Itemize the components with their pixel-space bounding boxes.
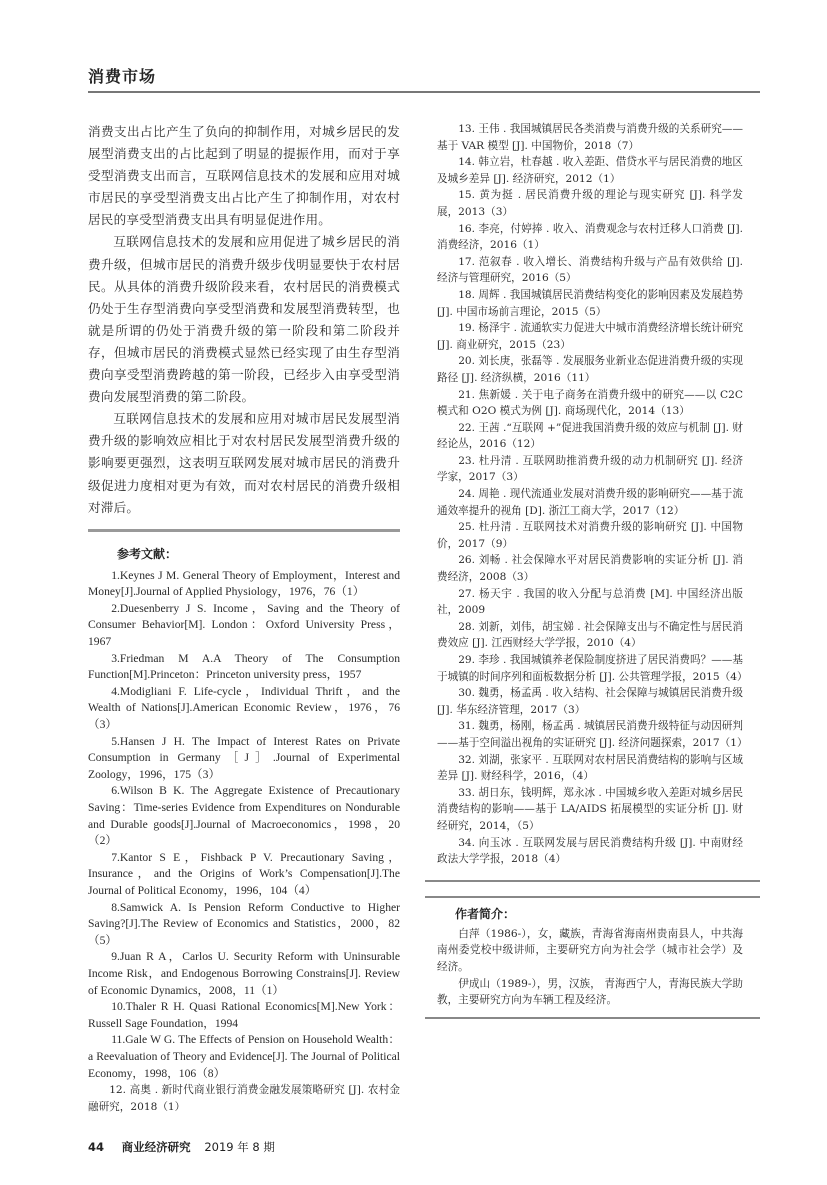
reference-item: 11.Gale W G. The Effects of Pension on Household Wealth：a Reevaluation of Theory and Evidence[J]. The Journal of Political Economy，1998，106（8） [88,1033,400,1080]
reference-item: 27. 杨天宇 . 我国的收入分配与总消费 [M]. 中国经济出版社，2009 [437,587,743,617]
author-bio [425,898,760,1017]
reference-item: 30. 魏勇，杨孟禹 . 收入结构、社会保障与城镇居民消费升级 [J]. 华东经济管理，2017（3） [437,687,743,716]
references-list-right [425,121,760,868]
reference-item: 10.Thaler R H. Quasi Rational Economics[M].New York：Russell Sage Foundation，1994 [88,1000,400,1030]
page-footer [88,1139,760,1155]
page-number: 44 [88,1140,105,1155]
reference-item: 6.Wilson B K. The Aggregate Existence of Precautionary Saving：Time-series Evidence from Expenditures on Nondurable and Durable goods[J].Journal of Macroeconomics，1998，20（2） [88,784,400,848]
author-entry: 伊成山（1989-），男，汉族， 青海西宁人，青海民族大学助教，主要研究方向为车辆工程及经济。 [437,977,743,1007]
author-entry: 白萍（1986-），女，藏族，青海省海南州贵南县人，中共海南州委党校中级讲师，主要研究方向为社会学（城市社会学）及经济。 [437,927,743,973]
author-heading: 作者简介： [455,906,516,921]
issue: 2019 年 8 期 [204,1140,275,1155]
body-paragraph: 互联网信息技术的发展和应用促进了城乡居民的消费升级，但城市居民的消费升级步伐明显要快于农村居民。从具体的消费升级阶段来看，农村居民的消费模式仍处于生存型消费向享受型消费和发展型消费转型，也就是所谓的仍处于消费升级的第一阶段和第二阶段并存，但城市居民的消费模式显然已经实现了由生存型消费向享受型消费跨越的第一阶段，已经步入由享受型消费向发展型消费的第二阶段。 [88,234,400,405]
reference-item: 28. 刘新，刘伟，胡宝娣 . 社会保障支出与不确定性与居民消费效应 [J]. 江西财经大学学报，2010（4） [437,620,743,650]
reference-item: 18. 周辉 . 我国城镇居民消费结构变化的影响因素及发展趋势 [J]. 中国市场前言理论，2015（5） [437,288,743,318]
section-divider [88,529,400,532]
references-list-left [88,568,400,1116]
reference-item: 22. 王茜 .“互联网 +”促进我国消费升级的效应与机制 [J]. 财经论丛，2016（12） [437,421,743,451]
divider [425,880,760,882]
columns [88,121,760,1115]
section-title: 消费市场 [88,67,157,86]
reference-item: 16. 李亮，付婷捧 . 收入、消费观念与农村迁移人口消费 [J]. 消费经济，2016（1） [437,222,743,252]
reference-item: 19. 杨泽宇 . 流通软实力促进大中城市消费经济增长统计研究 [J]. 商业研究，2015（23） [437,322,743,351]
references-heading: 参考文献： [117,546,178,561]
reference-item: 5.Hansen J H. The Impact of Interest Rates on Private Consumption in Germany［J］.Journal of Experimental Zoology，1996，175（3） [88,734,400,781]
reference-item: 3.Friedman M A.A Theory of The Consumption Function[M].Princeton：Princeton university press，1957 [88,651,400,682]
reference-item: 25. 杜丹清 . 互联网技术对消费升级的影响研究 [J]. 中国物价，2017（9） [437,521,743,550]
reference-item: 31. 魏勇，杨刚，杨孟禹 . 城镇居民消费升级特征与动因研判——基于空间溢出视角的实证研究 [J]. 经济问题探索，2017（1） [437,720,748,749]
reference-item: 9.Juan R A，Carlos U. Security Reform with Uninsurable Income Risk，and Endogenous Borrowing Constrains[J]. Review of Economic Dynamics，2008，11（1） [88,950,400,997]
reference-item: 7.Kantor S E，Fishback P V. Precautionary Saving，Insurance，and the Origins of Work’s Compensation[J].The Journal of Political Economy，1996，104（4） [88,850,400,897]
reference-item: 23. 杜丹清 . 互联网助推消费升级的动力机制研究 [J]. 经济学家，2017（3） [437,454,743,484]
header-rule [88,91,760,93]
reference-item: 20. 刘长庚，张磊等 . 发展服务业新业态促进消费升级的实现路径 [J]. 经济纵横，2016（11） [437,355,743,384]
body-paragraph: 消费支出占比产生了负向的抑制作用，对城乡居民的发展型消费支出的占比起到了明显的提振作用，而对于享受型消费支出而言，互联网信息技术的发展和应用对城市居民的享受型消费支出占比产生了抑制作用，对农村居民的享受型消费支出具有明显促进作用。 [88,124,400,228]
reference-item: 33. 胡日东，钱明辉，郑永冰 . 中国城乡收入差距对城乡居民消费结构的影响——基于 LA/AIDS 拓展模型的实证分析 [J]. 财经研究，2014，（5） [437,786,743,832]
reference-item: 26. 刘畅 . 社会保障水平对居民消费影响的实证分析 [J]. 消费经济，2008（3） [437,554,743,584]
reference-item: 2.Duesenberry J S. Income，Saving and the Theory of Consumer Behavior[M]. London：Oxford University Press，1967 [88,601,400,649]
reference-item: 15. 黄为挺 . 居民消费升级的理论与现实研究 [J]. 科学发展，2013（3） [437,189,743,218]
reference-item: 32. 刘湖，张家平 . 互联网对农村居民消费结构的影响与区域差异 [J]. 财经科学，2016，（4） [437,753,743,783]
reference-item: 12. 高奥 . 新时代商业银行消费金融发展策略研究 [J]. 农村金融研究，2018（1） [88,1084,400,1113]
reference-item: 24. 周艳 . 现代流通业发展对消费升级的影响研究——基于流通效率提升的视角 [D]. 浙江工商大学，2017（12） [437,488,743,517]
body-paragraph: 互联网信息技术的发展和应用对城市居民发展型消费升级的影响效应相比于对农村居民发展型消费升级的影响要更强烈，这表明互联网发展对城市居民的消费升级促进力度相对更为有效，而对农村居民的消费升级相对滞后。 [88,411,400,515]
reference-item: 29. 李珍 . 我国城镇养老保险制度挤进了居民消费吗？——基于城镇的时间序列和面板数据分析 [J]. 公共管理学报，2015（4） [437,654,748,683]
reference-item: 13. 王伟 . 我国城镇居民各类消费与消费升级的关系研究——基于 VAR 模型 [J]. 中国物价，2018（7） [437,123,743,152]
journal-name: 商业经济研究 [121,1140,191,1155]
divider [425,1017,760,1019]
reference-item: 4.Modigliani F. Life-cycle，Individual Thrift，and the Wealth of Nations[J].American Economic Review，1976，76（3） [88,684,400,732]
left-column [88,121,400,1115]
reference-item: 21. 焦新媛 . 关于电子商务在消费升级中的研究——以 C2C 模式和 O2O 模式为例 [J]. 商场现代化，2014（13） [437,388,743,418]
reference-item: 8.Samwick A. Is Pension Reform Conductive to Higher Saving?[J].The Review of Economics and Statistics，2000，82（5） [88,900,400,947]
right-column [425,121,760,1019]
reference-item: 17. 范叙春 . 收入增长、消费结构升级与产品有效供给 [J]. 经济与管理研究，2016（5） [437,255,743,285]
reference-item: 34. 向玉冰 . 互联网发展与居民消费结构升级 [J]. 中南财经政法大学学报，2018（4） [437,836,743,866]
reference-item: 1.Keynes J M. General Theory of Employment，Interest and Money[J].Journal of Applied Physiology，1976，76（1） [88,568,400,599]
reference-item: 14. 韩立岩，杜春越 . 收入差距、借贷水平与居民消费的地区及城乡差异 [J]. 经济研究，2012（1） [437,156,743,185]
